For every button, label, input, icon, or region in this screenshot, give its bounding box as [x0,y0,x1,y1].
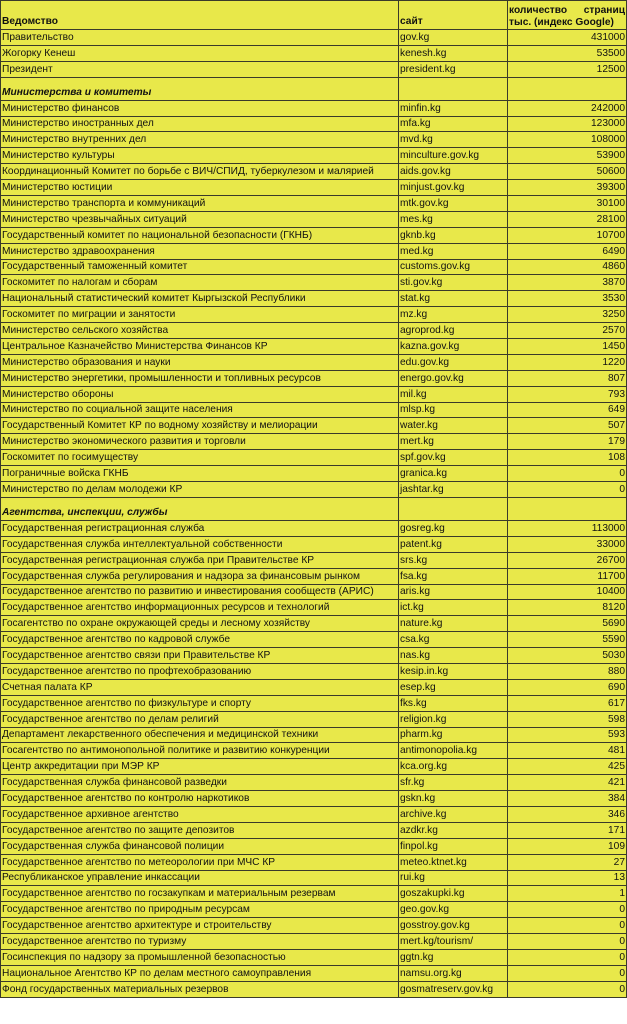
table-row [1,568,627,584]
table-row [1,386,627,402]
pages-count-cell[interactable]: 179 [508,434,627,450]
pages-count-cell[interactable]: 2570 [508,323,627,339]
pages-count-cell[interactable]: 39300 [508,180,627,196]
agency-name-cell[interactable]: Государственное агентство по метеорологии при МЧС КР [1,854,399,870]
site-cell[interactable]: mz.kg [399,307,508,323]
table-row [1,132,627,148]
agency-name-cell[interactable]: Министерство по социальной защите населения [1,402,399,418]
table-row [1,116,627,132]
table-row [1,466,627,482]
agency-name-cell[interactable]: Министерство обороны [1,386,399,402]
table-row [1,450,627,466]
section-header-row [1,497,627,520]
agency-name-cell[interactable]: Министерство иностранных дел [1,116,399,132]
agency-name-cell[interactable]: Госагентство по охране окружающей среды и лесному хозяйству [1,616,399,632]
pages-count-cell[interactable]: 0 [508,918,627,934]
table-row [1,323,627,339]
pages-count-cell[interactable]: 123000 [508,116,627,132]
pages-count-cell[interactable]: 0 [508,466,627,482]
agency-name-cell[interactable]: Госкомитет по госимуществу [1,450,399,466]
section-title[interactable]: Министерства и комитеты [1,77,399,100]
site-cell[interactable]: jashtar.kg [399,482,508,498]
site-cell[interactable]: patent.kg [399,536,508,552]
agency-name-cell[interactable]: Департамент лекарственного обеспечения и медицинской техники [1,727,399,743]
site-cell[interactable]: azdkr.kg [399,822,508,838]
agency-name-cell[interactable]: Республиканское управление инкассации [1,870,399,886]
pages-count-cell[interactable]: 617 [508,695,627,711]
table-row [1,148,627,164]
table-row [1,259,627,275]
agency-name-cell[interactable]: Координационный Комитет по борьбе с ВИЧ/СПИД, туберкулезом и малярией [1,164,399,180]
agency-name-cell[interactable]: Министерство культуры [1,148,399,164]
agency-name-cell[interactable]: Центральное Казначейство Министерства Финансов КР [1,339,399,355]
table-row [1,180,627,196]
table-row [1,616,627,632]
site-cell[interactable]: antimonopolia.kg [399,743,508,759]
table-row [1,854,627,870]
pages-count-cell[interactable]: 10700 [508,227,627,243]
agency-name-cell[interactable]: Центр аккредитации при МЭР КР [1,759,399,775]
pages-count-cell[interactable]: 690 [508,679,627,695]
agency-name-cell[interactable]: Министерство финансов [1,100,399,116]
table-row [1,370,627,386]
site-cell[interactable]: customs.gov.kg [399,259,508,275]
header-agency[interactable]: Ведомство [1,1,399,30]
agency-name-cell[interactable]: Национальный статистический комитет Кыргызской Республики [1,291,399,307]
table-row [1,806,627,822]
agency-name-cell[interactable]: Государственное агентство архитектуре и строительству [1,918,399,934]
table-row [1,759,627,775]
table-row [1,536,627,552]
pages-count-cell[interactable]: 108 [508,450,627,466]
site-cell[interactable]: ggtn.kg [399,949,508,965]
agency-name-cell[interactable]: Министерство экономического развития и торговли [1,434,399,450]
pages-count-cell[interactable]: 807 [508,370,627,386]
table-row [1,275,627,291]
site-cell[interactable]: mert.kg/tourism/ [399,934,508,950]
site-cell[interactable]: water.kg [399,418,508,434]
agency-name-cell[interactable]: Государственное агентство по контролю наркотиков [1,791,399,807]
pages-count-cell[interactable]: 11700 [508,568,627,584]
table-row [1,339,627,355]
site-cell[interactable]: kazna.gov.kg [399,339,508,355]
table-row [1,482,627,498]
section-header-row [1,77,627,100]
table-row [1,243,627,259]
pages-count-cell[interactable]: 793 [508,386,627,402]
pages-count-cell[interactable]: 5590 [508,632,627,648]
site-cell[interactable]: aids.gov.kg [399,164,508,180]
site-cell[interactable]: archive.kg [399,806,508,822]
pages-count-cell[interactable]: 113000 [508,520,627,536]
pages-count-cell[interactable]: 4860 [508,259,627,275]
table-row [1,30,627,46]
agency-name-cell[interactable]: Государственная служба финансовой полиции [1,838,399,854]
agency-name-cell[interactable]: Государственное агентство информационных ресурсов и технологий [1,600,399,616]
agency-name-cell[interactable]: Жогорку Кенеш [1,45,399,61]
agency-name-cell[interactable]: Государственная служба регулирования и надзора за финансовым рынком [1,568,399,584]
agency-name-cell[interactable]: Государственное агентство по госзакупкам и материальным резервам [1,886,399,902]
site-cell[interactable]: esep.kg [399,679,508,695]
site-cell[interactable]: minjust.gov.kg [399,180,508,196]
site-cell[interactable]: mvd.kg [399,132,508,148]
empty-cell[interactable] [508,77,627,100]
pages-count-cell[interactable]: 0 [508,965,627,981]
pages-count-cell[interactable]: 3250 [508,307,627,323]
table-row [1,918,627,934]
empty-cell[interactable] [399,497,508,520]
pages-count-cell[interactable]: 593 [508,727,627,743]
site-cell[interactable]: gosreg.kg [399,520,508,536]
empty-cell[interactable] [399,77,508,100]
table-row [1,695,627,711]
site-cell[interactable]: agroprod.kg [399,323,508,339]
agency-name-cell[interactable]: Министерство здравоохранения [1,243,399,259]
agency-name-cell[interactable]: Фонд государственных материальных резервов [1,981,399,997]
pages-count-cell[interactable]: 421 [508,775,627,791]
table-row [1,663,627,679]
table-row [1,965,627,981]
pages-count-cell[interactable]: 33000 [508,536,627,552]
agency-name-cell[interactable]: Министерство образования и науки [1,354,399,370]
table-row [1,902,627,918]
section-title[interactable]: Агентства, инспекции, службы [1,497,399,520]
agency-name-cell[interactable]: Министерство юстиции [1,180,399,196]
agency-name-cell[interactable]: Государственная служба интеллектуальной собственности [1,536,399,552]
pages-count-cell[interactable]: 53500 [508,45,627,61]
pages-count-cell[interactable]: 5690 [508,616,627,632]
table-row [1,632,627,648]
site-cell[interactable]: finpol.kg [399,838,508,854]
site-cell[interactable]: stat.kg [399,291,508,307]
site-cell[interactable]: gosmatreserv.gov.kg [399,981,508,997]
site-cell[interactable]: gosstroy.gov.kg [399,918,508,934]
site-cell[interactable]: kesip.in.kg [399,663,508,679]
site-cell[interactable]: sfr.kg [399,775,508,791]
pages-count-cell[interactable]: 26700 [508,552,627,568]
site-cell[interactable]: mes.kg [399,211,508,227]
pages-count-cell[interactable]: 50600 [508,164,627,180]
agency-name-cell[interactable]: Госинспекция по надзору за промышленной безопасностью [1,949,399,965]
agency-name-cell[interactable]: Министерство энергетики, промышленности и топливных ресурсов [1,370,399,386]
table-row [1,520,627,536]
agency-name-cell[interactable]: Государственное агентство связи при Правительстве КР [1,648,399,664]
agency-name-cell[interactable]: Государственное агентство по делам религий [1,711,399,727]
pages-count-cell[interactable]: 0 [508,482,627,498]
agency-name-cell[interactable]: Правительство [1,30,399,46]
site-cell[interactable]: fks.kg [399,695,508,711]
site-cell[interactable]: kenesh.kg [399,45,508,61]
site-cell[interactable]: mil.kg [399,386,508,402]
table-row [1,100,627,116]
agency-name-cell[interactable]: Счетная палата КР [1,679,399,695]
table-row [1,822,627,838]
site-cell[interactable]: gknb.kg [399,227,508,243]
agency-name-cell[interactable]: Министерство чрезвычайных ситуаций [1,211,399,227]
pages-count-cell[interactable]: 1450 [508,339,627,355]
table-row [1,838,627,854]
agency-name-cell[interactable]: Министерство по делам молодежи КР [1,482,399,498]
agency-name-cell[interactable]: Министерство сельского хозяйства [1,323,399,339]
pages-count-cell[interactable]: 1220 [508,354,627,370]
site-cell[interactable]: mfa.kg [399,116,508,132]
agency-name-cell[interactable]: Государственное агентство по туризму [1,934,399,950]
site-cell[interactable]: geo.gov.kg [399,902,508,918]
site-cell[interactable]: gskn.kg [399,791,508,807]
table-row [1,981,627,997]
table-row [1,402,627,418]
pages-count-cell[interactable]: 171 [508,822,627,838]
site-cell[interactable]: srs.kg [399,552,508,568]
site-cell[interactable]: energo.gov.kg [399,370,508,386]
pages-count-cell[interactable]: 27 [508,854,627,870]
header-site[interactable]: сайт [399,1,508,30]
table-row [1,196,627,212]
agency-name-cell[interactable]: Министерство транспорта и коммуникаций [1,196,399,212]
table-row [1,870,627,886]
table-row [1,61,627,77]
pages-count-cell[interactable]: 507 [508,418,627,434]
table-row [1,743,627,759]
agency-name-cell[interactable]: Государственное агентство по физкультуре и спорту [1,695,399,711]
pages-count-cell[interactable]: 346 [508,806,627,822]
site-cell[interactable]: minculture.gov.kg [399,148,508,164]
table-row [1,711,627,727]
pages-count-cell[interactable]: 880 [508,663,627,679]
table-row [1,418,627,434]
pages-count-cell[interactable]: 649 [508,402,627,418]
agency-name-cell[interactable]: Пограничные войска ГКНБ [1,466,399,482]
table-row [1,727,627,743]
pages-count-cell[interactable]: 481 [508,743,627,759]
pages-count-cell[interactable]: 3870 [508,275,627,291]
site-cell[interactable]: edu.gov.kg [399,354,508,370]
agency-name-cell[interactable]: Государственная регистрационная служба [1,520,399,536]
table-row [1,45,627,61]
table-row [1,164,627,180]
agency-name-cell[interactable]: Президент [1,61,399,77]
site-cell[interactable]: csa.kg [399,632,508,648]
agency-name-cell[interactable]: Государственное агентство по кадровой службе [1,632,399,648]
agency-name-cell[interactable]: Госагентство по антимонопольной политике и развитию конкуренции [1,743,399,759]
table-row [1,434,627,450]
site-cell[interactable]: fsa.kg [399,568,508,584]
site-cell[interactable]: minfin.kg [399,100,508,116]
agency-name-cell[interactable]: Государственная служба финансовой разведки [1,775,399,791]
table-row [1,552,627,568]
pages-count-cell[interactable]: 431000 [508,30,627,46]
empty-cell[interactable] [508,497,627,520]
agency-name-cell[interactable]: Государственное агентство по защите депозитов [1,822,399,838]
agency-name-cell[interactable]: Государственное агентство по профтехобразованию [1,663,399,679]
pages-count-cell[interactable]: 6490 [508,243,627,259]
pages-count-cell[interactable]: 10400 [508,584,627,600]
agency-name-cell[interactable]: Госкомитет по налогам и сборам [1,275,399,291]
pages-count-cell[interactable]: 5030 [508,648,627,664]
pages-count-cell[interactable]: 0 [508,934,627,950]
pages-count-cell[interactable]: 8120 [508,600,627,616]
site-cell[interactable]: nature.kg [399,616,508,632]
agency-name-cell[interactable]: Государственное архивное агентство [1,806,399,822]
table-row [1,775,627,791]
pages-count-cell[interactable]: 108000 [508,132,627,148]
site-cell[interactable]: aris.kg [399,584,508,600]
sheet-body [1,1,627,998]
site-cell[interactable]: mert.kg [399,434,508,450]
agency-name-cell[interactable]: Государственное агентство по развитию и инвестирования сообществ (АРИС) [1,584,399,600]
agency-name-cell[interactable]: Госкомитет по миграции и занятости [1,307,399,323]
table-row [1,584,627,600]
site-cell[interactable]: meteo.ktnet.kg [399,854,508,870]
pages-count-cell[interactable]: 242000 [508,100,627,116]
site-cell[interactable]: sti.gov.kg [399,275,508,291]
pages-count-cell[interactable]: 30100 [508,196,627,212]
site-cell[interactable]: religion.kg [399,711,508,727]
site-cell[interactable]: ict.kg [399,600,508,616]
pages-count-cell[interactable]: 384 [508,791,627,807]
pages-count-cell[interactable]: 425 [508,759,627,775]
pages-count-cell[interactable]: 0 [508,981,627,997]
table-row [1,791,627,807]
agency-name-cell[interactable]: Государственное агентство по природным ресурсам [1,902,399,918]
site-cell[interactable]: president.kg [399,61,508,77]
table-row [1,307,627,323]
table-row [1,679,627,695]
pages-count-cell[interactable]: 1 [508,886,627,902]
table-row [1,211,627,227]
site-cell[interactable]: rui.kg [399,870,508,886]
agency-name-cell[interactable]: Национальное Агентство КР по делам местного самоуправления [1,965,399,981]
pages-count-cell[interactable]: 12500 [508,61,627,77]
site-cell[interactable]: pharm.kg [399,727,508,743]
site-cell[interactable]: goszakupki.kg [399,886,508,902]
site-cell[interactable]: mlsp.kg [399,402,508,418]
table-row [1,648,627,664]
agency-name-cell[interactable]: Государственный комитет по национальной безопасности (ГКНБ) [1,227,399,243]
table-row [1,227,627,243]
agency-name-cell[interactable]: Государственный таможенный комитет [1,259,399,275]
table-row [1,949,627,965]
pages-count-cell[interactable]: 0 [508,949,627,965]
site-cell[interactable]: gov.kg [399,30,508,46]
site-cell[interactable]: namsu.org.kg [399,965,508,981]
header-row [1,1,627,30]
pages-count-cell[interactable]: 109 [508,838,627,854]
site-cell[interactable]: granica.kg [399,466,508,482]
site-cell[interactable]: mtk.gov.kg [399,196,508,212]
site-cell[interactable]: med.kg [399,243,508,259]
pages-count-cell[interactable]: 53900 [508,148,627,164]
table-row [1,600,627,616]
table-row [1,291,627,307]
header-pages[interactable]: количество страниц тыс. (индекс Google) [508,1,627,30]
pages-count-cell[interactable]: 13 [508,870,627,886]
agency-name-cell[interactable]: Министерство внутренних дел [1,132,399,148]
pages-count-cell[interactable]: 0 [508,902,627,918]
pages-count-cell[interactable]: 28100 [508,211,627,227]
site-cell[interactable]: spf.gov.kg [399,450,508,466]
site-cell[interactable]: kca.org.kg [399,759,508,775]
pages-count-cell[interactable]: 598 [508,711,627,727]
table-row [1,934,627,950]
pages-count-cell[interactable]: 3530 [508,291,627,307]
table-row [1,886,627,902]
site-cell[interactable]: nas.kg [399,648,508,664]
agency-name-cell[interactable]: Государственный Комитет КР по водному хозяйству и мелиорации [1,418,399,434]
agency-name-cell[interactable]: Государственная регистрационная служба при Правительстве КР [1,552,399,568]
table-row [1,354,627,370]
